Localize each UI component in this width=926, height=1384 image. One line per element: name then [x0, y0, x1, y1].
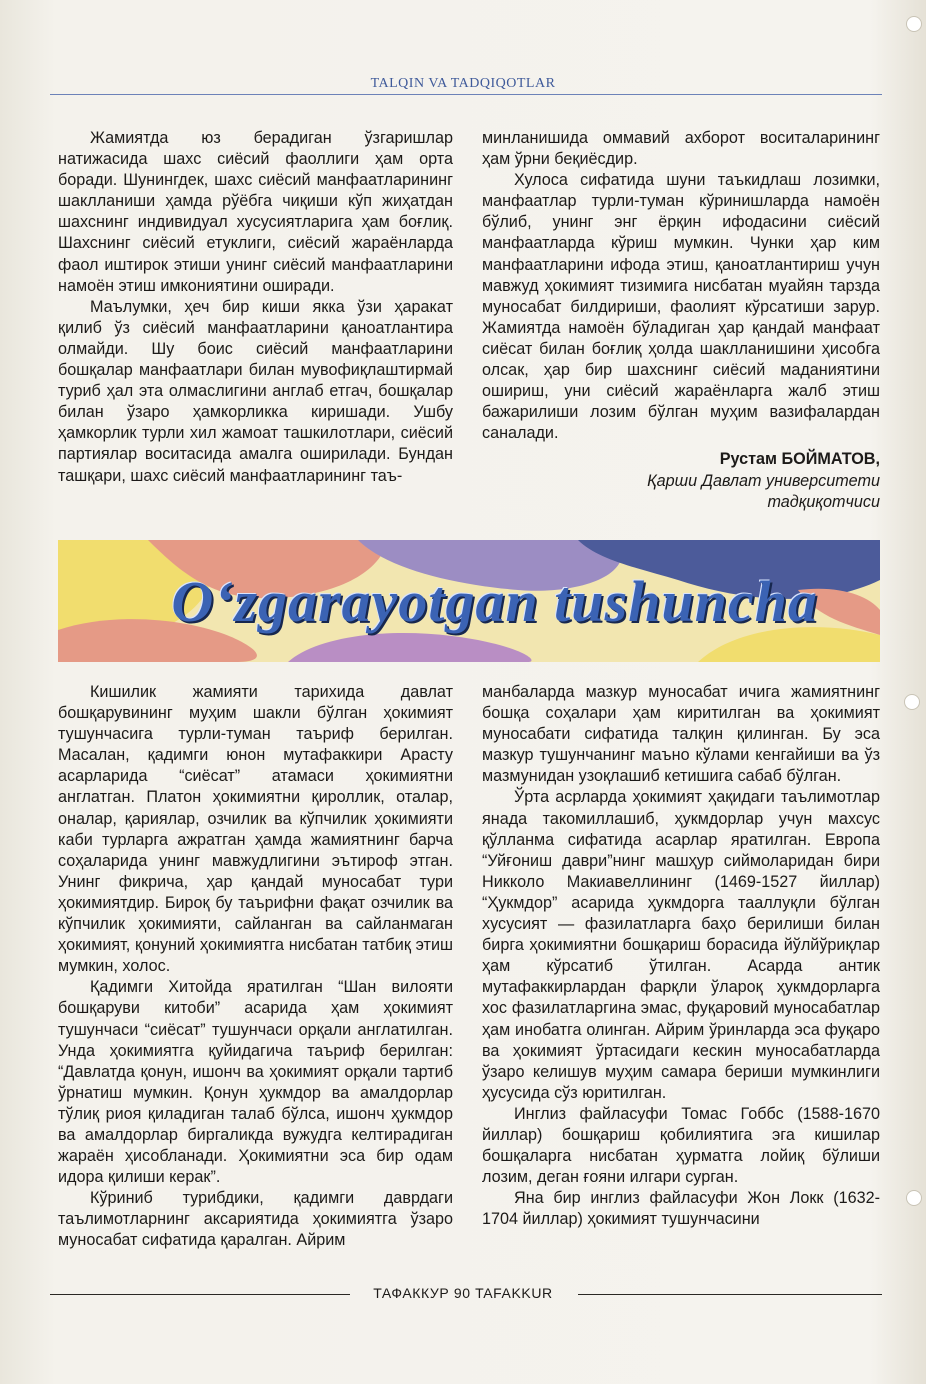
binding-hole — [904, 694, 920, 710]
author-name: Рустам БОЙМАТОВ, — [719, 450, 880, 469]
article2-column-left — [58, 682, 453, 1252]
paragraph: Кишилик жамияти тарихида давлат бошқарувининг муҳим шакли бўлган ҳокимият тушунчасига турли-туман таъриф берилган. Масалан, қадимги юнон мутафаккири Арасту асарларида “сиёсат” атамаси ҳокимиятни англатган. Платон ҳокимиятни қироллик, оталар, оналар, қариялар, озчилик ва кўпчилик ҳокимияти каби турларга ажратган ҳамда жамиятнинг барча соҳаларида унинг мавжудлигини эътироф этган. Унинг фикрича, ҳар қандай муносабат тури ҳокимиятдир. Бироқ бу таърифни фақат озчилик ва кўпчилик ҳокимияти, сайланган ва сайланмаган ҳокимият, қонуний ҳокимиятга нисбатан татбиқ этиш мумкин, холос. — [58, 683, 453, 976]
article2-column-right — [482, 682, 880, 1230]
header-rule — [50, 94, 882, 95]
paragraph: Жамиятда юз берадиган ўзгаришлар натижасида шахс сиёсий фаоллиги ҳам орта боради. Шунингдек, шахс сиёсий манфаатларининг шаклланиши ҳамда рўёбга чиқиши кўп жиҳатдан шахснинг индивидуал хусусиятларига ҳам боғлиқ. Шахснинг сиёсий етуклиги, сиёсий жараёнларда фаол иштирок этиши унинг сиёсий манфаатларини намоён этиш имкониятини оширади. — [58, 129, 453, 295]
paragraph: Яна бир инглиз файласуфи Жон Локк (1632-1704 йиллар) ҳокимият тушунчасини — [482, 1189, 880, 1229]
author-position: тадқиқотчиси — [767, 492, 880, 511]
footer-rule-right — [578, 1294, 882, 1295]
article1-column-left — [58, 128, 453, 487]
section-header: TALQIN VA TADQIQOTLAR — [370, 76, 556, 91]
paragraph: Инглиз файласуфи Томас Гоббс (1588-1670 йиллар) бошқариш қобилиятига эга кишилар бошқаларга нисбатан ҳурматга лойиқ бўлиши лозим, деган ғояни илгари сурган. — [482, 1104, 880, 1187]
paragraph: Хулоса сифатида шуни таъкидлаш лозимки, манфаатлар турли-туман кўринишларда намоён бўлиб, унинг энг ёрқин ифодасини сиёсий манфаатларда кўриш мумкин. Чунки ҳар ким манфаатларини ифода этиш, қаноатлантириш учун мавжуд ҳокимият тизимига нисбатан муайян тарзда муносабат билдириши, фаолият кўрсатиши зарур. Жамиятда намоён бўладиган ҳар қандай манфаат сиёсат билан боғлиқ ҳолда шаклланишини ҳисобга олсак, ҳар бир шахснинг сиёсий маданиятини ошириш, уни сиёсий жараёнларга жалб этиш бажарилиши лозим бўлган муҳим вазифалардан саналади. — [482, 171, 880, 443]
page-footer: ТАФАККУР 90 TAFAKKUR — [373, 1285, 553, 1301]
paragraph: Ўрта асрларда ҳокимият ҳақидаги таълимотлар янада такомиллашиб, ҳукмдорлар учун махсус қўлланма сифатида асарлар яратилган. Европа “Уйғониш даври”нинг машҳур сиймоларидан бири Никколо Макиавеллининг (1469-1527 йиллар) “Ҳукмдор” асарида ҳукмдорга тааллуқли бўлган хусусият — фазилатларга баҳо берилиши билан бирга ҳокимиятни бошқариш борасида йўлйўриқлар ҳам кўрсатиб ўтилган. Асарда антик мутафаккирлардан фарқли ўлароқ ҳукмдорларга хос фазилатларгина эмас, фуқаровий муносабатлар ҳам инобатга олинган. Айрим ўринларда эса фуқаро ва ҳокимият ўртасидаги кескин муносабатларда ўзаро келишув муҳим самара бериши мумкинлиги ҳусусида сўз юритилган. — [482, 788, 880, 1102]
title-banner — [58, 540, 880, 662]
article-title: O‘zgarayotgan tushuncha — [171, 569, 818, 634]
paragraph: Маълумки, ҳеч бир киши якка ўзи ҳаракат қилиб ўз сиёсий манфаатларини қаноатлантира олмайди. Шу боис сиёсий манфаатларини бошқалар манфаатлари билан мувофиқлаштирмай туриб ҳал эта олмаслигини англаб етгач, бошқалар билан ўзаро ҳамкорликка киришади. Ушбу ҳамкорлик турли хил жамоат ташкилотлари, сиёсий партиялар воситасида амалга оширилади. Бундан ташқари, шахс сиёсий манфаатларининг таъ- — [58, 297, 453, 485]
binding-hole — [906, 16, 922, 32]
paragraph: Кўриниб турибдики, қадимги даврдаги таълимотларнинг аксариятида ҳокимиятга ўзаро муносабат сифатида қаралган. Айрим — [58, 1189, 453, 1250]
binding-hole — [906, 1190, 922, 1206]
article1-column-right — [482, 128, 880, 513]
paragraph: манбаларда мазкур муносабат ичига жамиятнинг бошқа соҳалари ҳам киритилган ва ҳокимият муносабати сифатида талқин қилинган. Бу эса мазкур тушунчанинг маъно кўлами кенгайиши ва ўз мазмунидан узоқлашиб кетишига сабаб бўлган. — [482, 683, 880, 786]
author-affiliation: Қарши Давлат университети — [647, 471, 880, 490]
paragraph: Қадимги Хитойда яратилган “Шан вилояти бошқаруви китоби” асарида ҳам ҳокимият тушунчаси “сиёсат” тушунчаси орқали англатилган. Унда ҳокимиятга қуйидагича таъриф берилган: “Давлатда қонун, ишонч ва ҳокимият орқали тартиб ўрнатиш мумкин. Қонун ҳукмдор ва амалдорлар тўлиқ риоя қиладиган талаб бўлса, ишонч ҳукмдор ва амалдорлар биргаликда вужудга келтирадиган жараён ҳисобланади. Ҳокимиятни эса бир одам идора қилиши керак”. — [58, 978, 453, 1187]
paragraph: минланишида оммавий ахборот воситаларининг ҳам ўрни беқиёсдир. — [482, 129, 880, 169]
